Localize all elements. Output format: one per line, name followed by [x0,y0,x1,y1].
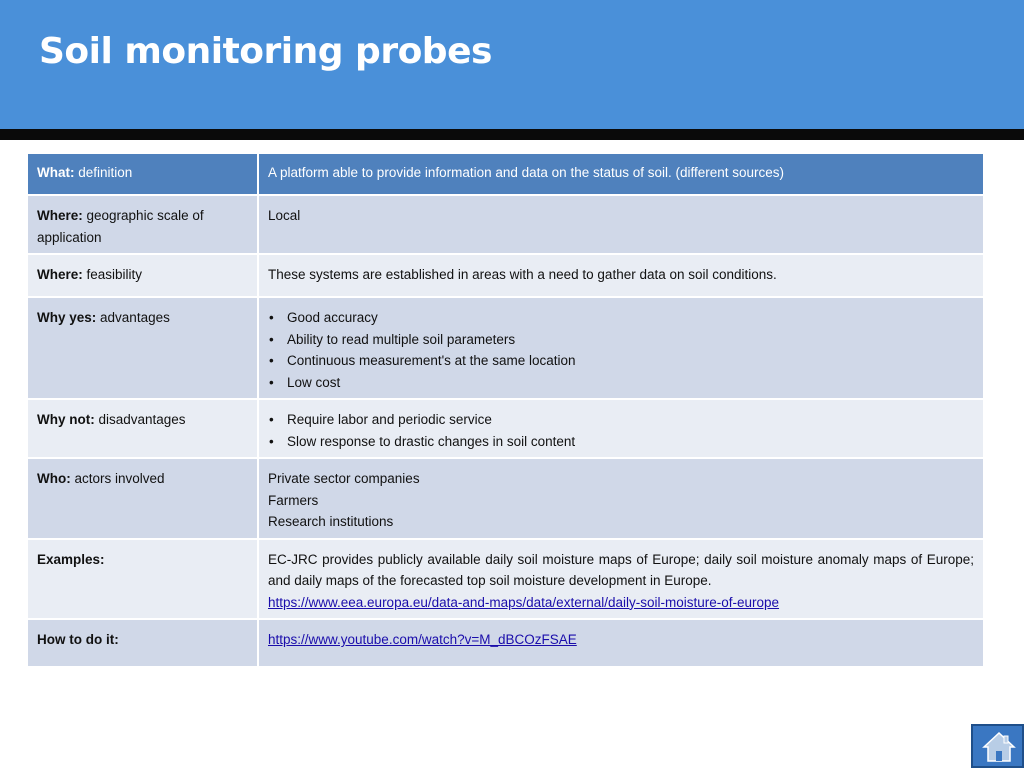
row-value [258,619,984,667]
info-table [26,152,985,668]
table-row-examples [27,539,984,620]
table-row-where-scale [27,195,984,254]
header-divider [0,129,1024,140]
table-row-actors [27,458,984,539]
row-label: Who: actors involved [27,458,258,539]
row-label: What: definition [27,153,258,195]
table-row-what [27,153,984,195]
list-item: • Low cost [268,372,974,394]
row-value [258,399,984,458]
row-value [258,297,984,399]
row-label: Examples: [27,539,258,620]
table-row-where-feasibility [27,254,984,297]
row-value: These systems are established in areas with a need to gather data on soil conditions. [258,254,984,297]
list-item: Research institutions [268,514,394,529]
youtube-link[interactable]: https://www.youtube.com/watch?v=M_dBCOzFSAE [268,632,577,647]
examples-text: EC-JRC provides publicly available daily soil moisture maps of Europe; daily soil moisture anomaly maps of Europe; and daily maps of the forecasted top soil moisture development in Europe. [268,551,974,588]
table-row-how-to [27,619,984,667]
actors-list [268,468,974,533]
list-item: • Continuous measurement's at the same location [268,350,974,372]
list-item: • Require labor and periodic service [268,409,974,431]
row-label: Where: geographic scale of application [27,195,258,254]
eea-soil-moisture-link[interactable]: https://www.eea.europa.eu/data-and-maps/data/external/daily-soil-moisture-of-europe [268,594,780,610]
list-item: Private sector companies [268,471,420,486]
row-label: Why not: disadvantages [27,399,258,458]
list-item: • Good accuracy [268,307,974,329]
row-value [258,458,984,539]
table-row-advantages [27,297,984,399]
row-value: A platform able to provide information and data on the status of soil. (different sources) [258,153,984,195]
home-icon [982,730,1016,764]
list-item: Farmers [268,492,319,508]
row-label: How to do it: [27,619,258,667]
disadvantages-list [268,409,974,452]
row-label: Why yes: advantages [27,297,258,399]
advantages-list [268,307,974,393]
row-value: Local [258,195,984,254]
page-title: Soil monitoring probes [39,31,492,72]
row-label: Where: feasibility [27,254,258,297]
list-item: • Slow response to drastic changes in soil content [268,431,974,453]
row-value [258,539,984,620]
table-row-disadvantages [27,399,984,458]
list-item: • Ability to read multiple soil parameters [268,329,974,351]
home-button[interactable] [971,724,1024,768]
